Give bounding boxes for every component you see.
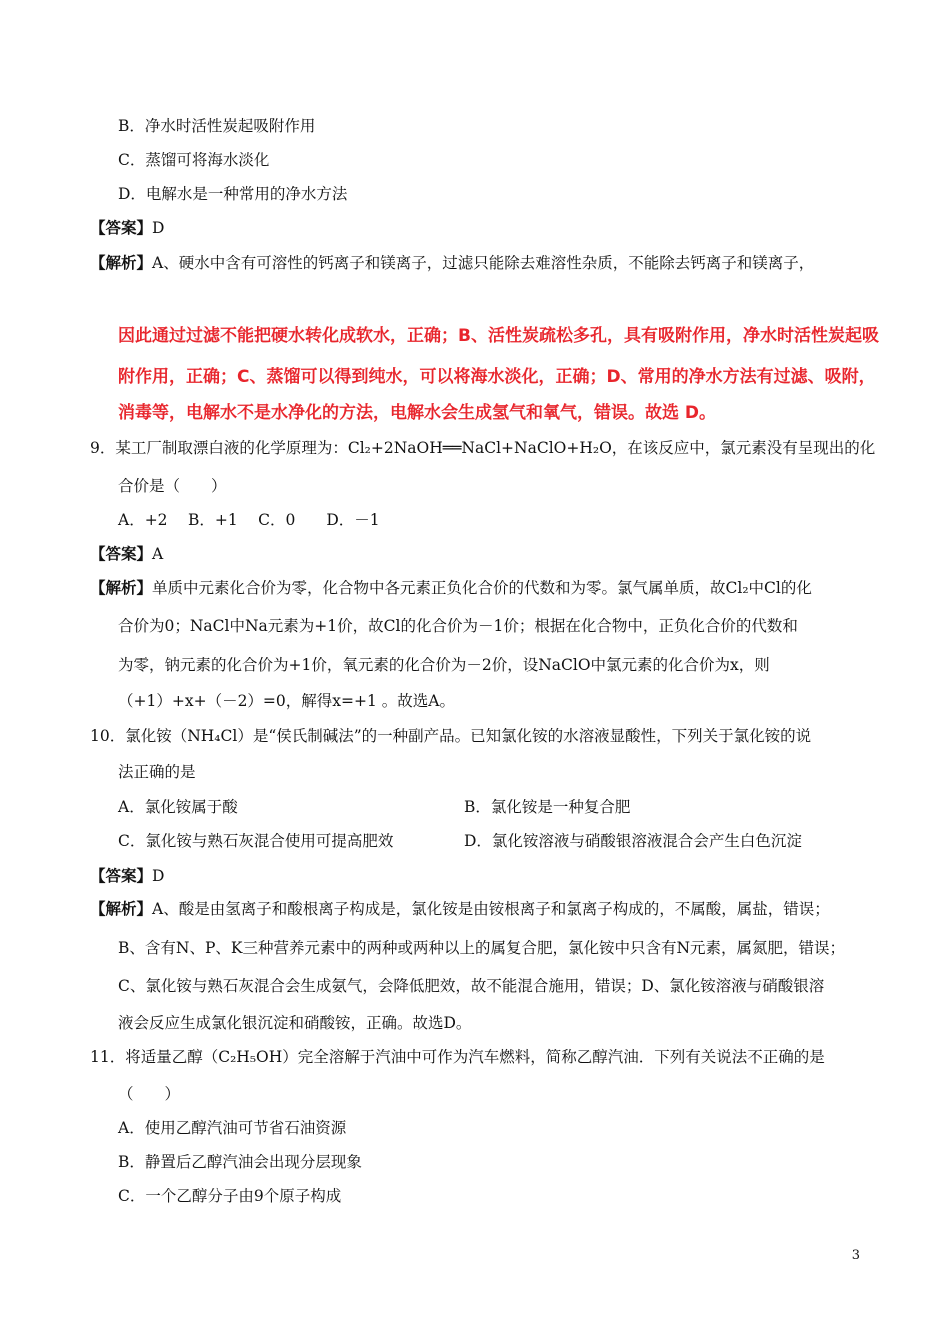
q9-options: A．+2 B．+1 C．0 D．－1	[118, 511, 380, 529]
q8-option-d: D．电解水是一种常用的净水方法	[118, 185, 348, 203]
q10-analysis-line-4: 液会反应生成氯化银沉淀和硝酸铵，正确。故选D。	[118, 1014, 472, 1032]
q10-answer	[90, 866, 164, 886]
q11-option-b: B．静置后乙醇汽油会出现分层现象	[118, 1153, 362, 1171]
analysis-label: 【解析】	[90, 578, 153, 597]
q10-option-a: A．氯化铵属于酸	[118, 798, 238, 816]
q9-stem-line-1: 9．某工厂制取漂白液的化学原理为：Cl₂+2NaOH══NaCl+NaClO+H₂O，在该反应中，氯元素没有呈现出的化	[90, 439, 876, 457]
q9-stem-line-2: 合价是（ ）	[118, 477, 227, 495]
q8-option-c: C．蒸馏可将海水淡化	[118, 151, 270, 169]
q11-option-c: C．一个乙醇分子由9个原子构成	[118, 1187, 342, 1205]
q9-analysis-line-3: 为零，钠元素的化合价为+1价，氧元素的化合价为－2价，设NaClO中氯元素的化合价为x，则	[118, 656, 770, 674]
q10-option-d: D．氯化铵溶液与硝酸银溶液混合会产生白色沉淀	[464, 832, 802, 850]
q9-answer	[90, 544, 163, 564]
analysis-label: 【解析】	[90, 253, 153, 272]
analysis-text: A、酸是由氢离子和酸根离子构成是，氯化铵是由铵根离子和氯离子构成的，不属酸，属盐，错误；	[152, 900, 830, 918]
q9-analysis-line-4: （+1）+x+（－2）=0，解得x=+1 。故选A。	[118, 692, 455, 710]
q11-stem-line-2: （ ）	[118, 1085, 181, 1103]
q9-analysis-line-2: 合价为0；NaCl中Na元素为+1价，故Cl的化合价为－1价；根据在化合物中，正负化合价的代数和	[118, 617, 798, 635]
answer-label: 【答案】	[90, 544, 153, 563]
analysis-text: A、硬水中含有可溶性的钙离子和镁离子，过滤只能除去难溶性杂质，不能除去钙离子和镁离子，	[152, 254, 815, 272]
q10-analysis-line-1	[90, 899, 830, 919]
q8-analysis-line-1	[90, 253, 814, 273]
q11-stem-line-1: 11．将适量乙醇（C₂H₅OH）完全溶解于汽油中可作为汽车燃料，简称乙醇汽油．下列有关说法不正确的是	[90, 1048, 825, 1066]
q8-answer	[90, 218, 164, 238]
answer-value: A	[152, 545, 164, 563]
page-number: 3	[851, 1248, 860, 1263]
q8-option-b: B．净水时活性炭起吸附作用	[118, 117, 316, 135]
answer-value: D	[152, 867, 165, 885]
q8-analysis-red-2: 附作用，正确；C、蒸馏可以得到纯水，可以将海水淡化，正确；D、常用的净水方法有过滤、吸附，	[118, 367, 876, 387]
q10-analysis-line-3: C、氯化铵与熟石灰混合会生成氨气，会降低肥效，故不能混合施用，错误；D、氯化铵溶液与硝酸银溶	[118, 977, 825, 995]
q8-analysis-red-1: 因此通过过滤不能把硬水转化成软水，正确；B、活性炭疏松多孔，具有吸附作用，净水时活性炭起吸	[118, 326, 879, 346]
q11-option-a: A．使用乙醇汽油可节省石油资源	[118, 1119, 347, 1137]
q10-analysis-line-2: B、含有N、P、K三种营养元素中的两种或两种以上的属复合肥，氯化铵中只含有N元素，属氮肥，错误；	[118, 939, 846, 957]
answer-label: 【答案】	[90, 866, 153, 885]
q10-option-c: C．氯化铵与熟石灰混合使用可提高肥效	[118, 832, 394, 850]
q10-stem-line-1: 10．氯化铵（NH₄Cl）是“侯氏制碱法”的一种副产品。已知氯化铵的水溶液显酸性，下列关于氯化铵的说	[90, 727, 812, 745]
q10-option-b: B．氯化铵是一种复合肥	[464, 798, 631, 816]
analysis-text: 单质中元素化合价为零，化合物中各元素正负化合价的代数和为零。氯气属单质，故Cl₂中Cl的化	[152, 579, 812, 597]
q8-analysis-red-3: 消毒等，电解水不是水净化的方法，电解水会生成氢气和氧气，错误。故选 D。	[118, 403, 717, 423]
q10-stem-line-2: 法正确的是	[118, 763, 196, 781]
analysis-label: 【解析】	[90, 899, 153, 918]
answer-value: D	[152, 219, 165, 237]
answer-label: 【答案】	[90, 218, 153, 237]
q9-analysis-line-1	[90, 578, 812, 598]
